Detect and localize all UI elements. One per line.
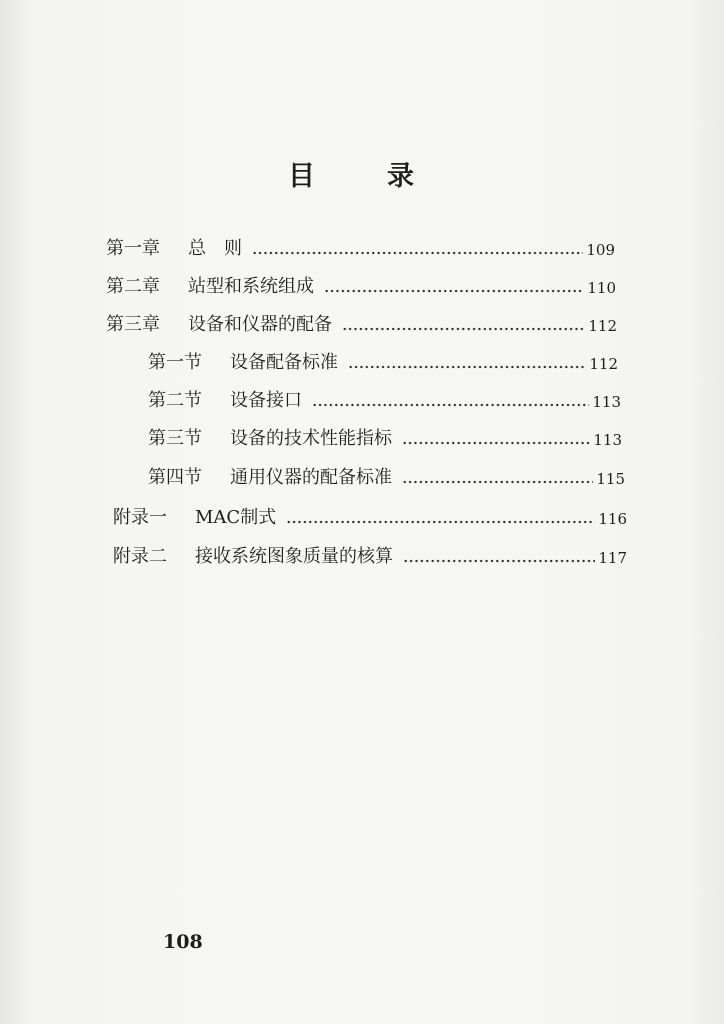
toc-entry-page: 113 (593, 431, 622, 449)
toc-entry-label: 附录二 (113, 546, 167, 567)
toc-entry-label: 第二节 (148, 390, 202, 411)
toc-entry-page: 113 (592, 393, 621, 411)
toc-entry-heading: 站型和系统组成 (188, 276, 314, 297)
toc-entry-chapter (106, 312, 617, 336)
toc-entry-page: 110 (587, 279, 616, 297)
dot-leader (324, 289, 584, 293)
toc-entry-page: 116 (598, 510, 627, 528)
toc-entry-label: 第一节 (148, 352, 202, 373)
toc-entry-page: 115 (596, 470, 625, 488)
toc-entry-appendix (113, 544, 627, 568)
toc-entry-label: 第三节 (148, 428, 202, 449)
dot-leader (342, 327, 585, 331)
dot-leader (252, 251, 583, 255)
toc-entry-page: 112 (588, 317, 617, 335)
toc-title-char: 录 (387, 161, 414, 192)
dot-leader (312, 403, 589, 407)
toc-entry-heading: 接收系统图象质量的核算 (195, 546, 393, 567)
page-number: 108 (163, 931, 203, 953)
toc-entry-heading: 设备和仪器的配备 (188, 314, 332, 335)
toc-entry-section (148, 388, 621, 412)
toc-entry-heading: 总 则 (188, 238, 242, 259)
dot-leader (402, 441, 590, 445)
toc-entry-heading: MAC制式 (195, 507, 277, 528)
dot-leader (286, 520, 595, 524)
toc-entry-page: 112 (589, 355, 618, 373)
toc-entry-section (148, 350, 618, 374)
dot-leader (348, 365, 586, 369)
toc-entry-section (148, 465, 625, 489)
toc-title-char: 目 (288, 161, 315, 192)
toc-entry-chapter (106, 274, 616, 298)
toc-entry-label: 第一章 (106, 238, 160, 259)
toc-entry-chapter (106, 236, 615, 260)
dot-leader (403, 559, 595, 563)
toc-entry-heading: 设备的技术性能指标 (230, 428, 392, 449)
toc-entry-heading: 设备配备标准 (230, 352, 338, 373)
toc-entry-heading: 通用仪器的配备标准 (230, 467, 392, 488)
toc-entry-label: 第三章 (106, 314, 160, 335)
dot-leader (402, 480, 593, 484)
toc-entry-section (148, 426, 622, 450)
toc-entry-label: 第二章 (106, 276, 160, 297)
toc-entry-appendix (113, 505, 627, 529)
toc-entry-label: 附录一 (113, 507, 167, 528)
toc-entry-page: 109 (586, 241, 615, 259)
toc-entry-page: 117 (598, 549, 627, 567)
toc-entry-heading: 设备接口 (230, 390, 302, 411)
toc-entry-label: 第四节 (148, 467, 202, 488)
